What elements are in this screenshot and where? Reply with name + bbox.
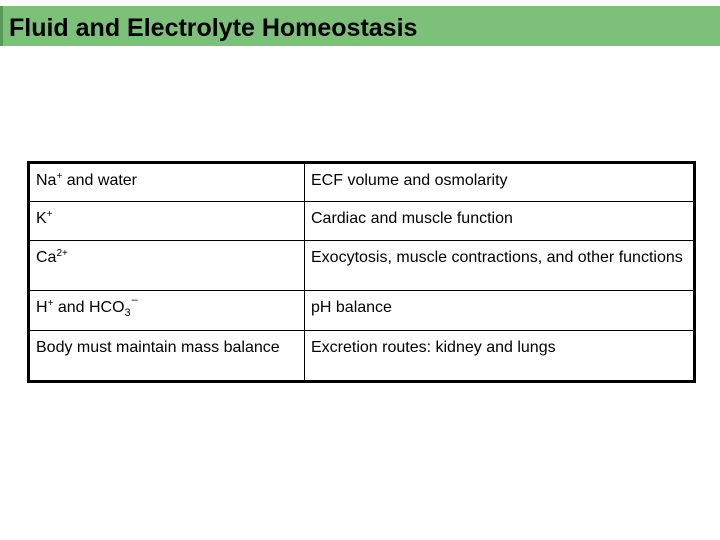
substance-charge: 2+ xyxy=(56,248,68,259)
substance-charge: + xyxy=(56,171,63,182)
substance-rest: and HCO xyxy=(53,299,125,316)
substance-charge-2: – xyxy=(131,294,138,306)
table-cell-substance xyxy=(29,202,305,241)
table-cell-role: ECF volume and osmolarity xyxy=(305,163,695,202)
substance-base: Na xyxy=(36,172,57,189)
slide-title: Fluid and Electrolyte Homeostasis xyxy=(9,14,418,42)
substance-base: K xyxy=(36,210,47,227)
table-cell-substance xyxy=(29,163,305,202)
table-row xyxy=(29,291,695,331)
substance-rest: and water xyxy=(62,172,138,189)
substance-base: Ca xyxy=(36,249,57,266)
table-cell-substance xyxy=(29,291,305,331)
table-cell-role: Cardiac and muscle function xyxy=(305,202,695,241)
table-row xyxy=(29,202,695,241)
substance-charge: + xyxy=(46,209,53,220)
table-row xyxy=(29,241,695,291)
table-cell-role: pH balance xyxy=(305,291,695,331)
substance-subscript: 3 xyxy=(124,307,131,319)
substance-base: H xyxy=(36,299,48,316)
title-bar xyxy=(0,6,720,46)
electrolyte-table xyxy=(27,161,696,383)
table-cell-role: Exocytosis, muscle contractions, and other functions xyxy=(305,241,695,291)
substance-charge: + xyxy=(47,298,54,309)
table-cell-role: Excretion routes: kidney and lungs xyxy=(305,331,695,382)
table-cell-substance: Body must maintain mass balance xyxy=(29,331,305,382)
table-row xyxy=(29,331,695,382)
table-cell-substance xyxy=(29,241,305,291)
table-row xyxy=(29,163,695,202)
